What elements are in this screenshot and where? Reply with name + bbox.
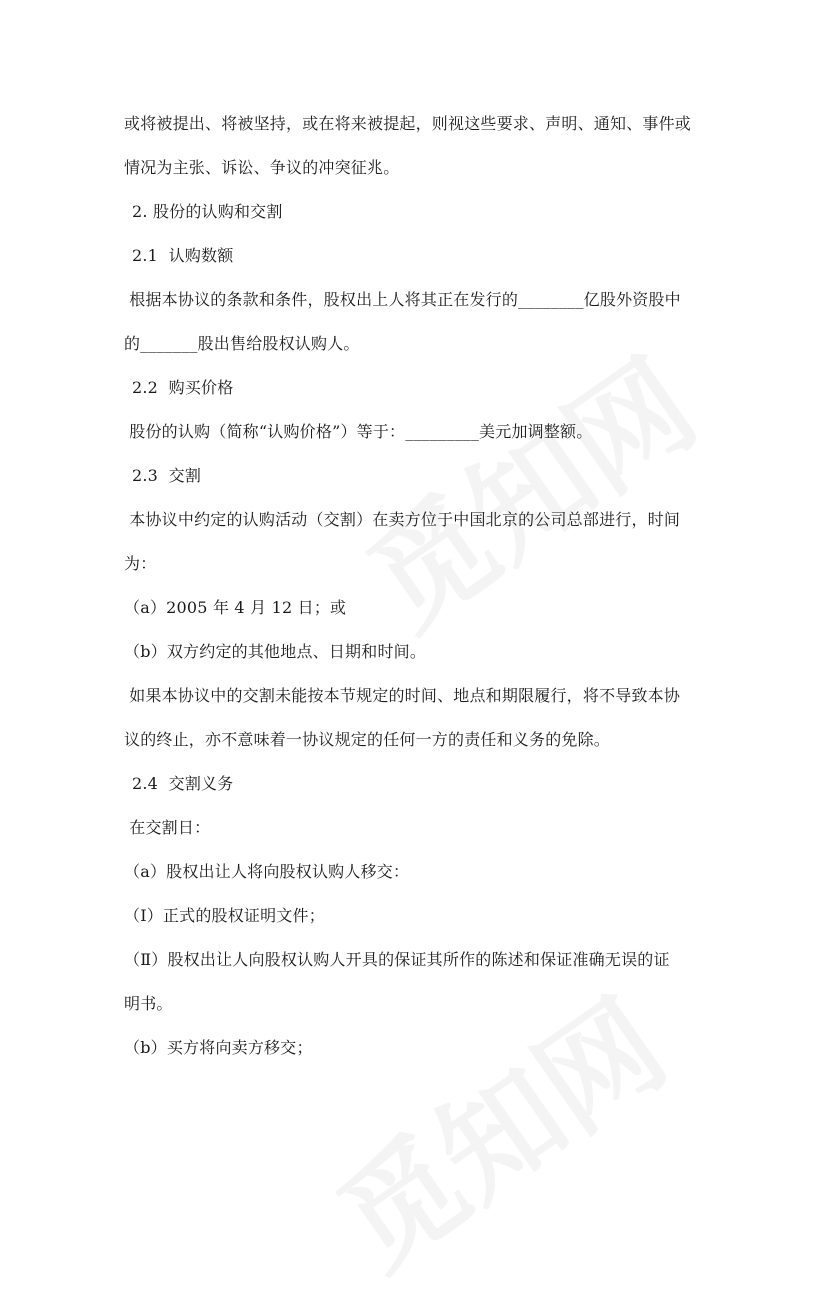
body-text-line: 股份的认购（简称“认购价格”）等于：_________美元加调整额。 [124, 422, 593, 441]
subsection-heading: 2.1 认购数额 [132, 246, 234, 265]
body-text-line: 明书。 [124, 994, 173, 1013]
subsection-heading: 2.4 交割义务 [132, 774, 234, 793]
subsection-heading: 2.2 购买价格 [132, 378, 234, 397]
body-text-line: 本协议中约定的认购活动（交割）在卖方位于中国北京的公司总部进行，时间 [124, 510, 681, 529]
body-text-line: 情况为主张、诉讼、争议的冲突征兆。 [124, 158, 400, 177]
watermark-text [330, 314, 724, 661]
body-text-line: 根据本协议的条款和条件，股权出上人将其正在发行的________亿股外资股中 [124, 290, 681, 309]
list-item: （b）双方约定的其他地点、日期和时间。 [124, 642, 427, 661]
body-text-line: 如果本协议中的交割未能按本节规定的时间、地点和期限履行，将不导致本协 [124, 686, 681, 705]
body-text-line: 或将被提出、将被坚持，或在将来被提起，则视这些要求、声明、通知、事件或 [124, 114, 692, 133]
body-text-line: 在交割日： [124, 818, 211, 837]
list-item: （a）股权出让人将向股权认购人移交： [124, 862, 410, 881]
body-text-line: 议的终止，亦不意味着一协议规定的任何一方的责任和义务的免除。 [124, 730, 611, 749]
body-text-line: 为： [124, 554, 157, 573]
watermark-text [300, 954, 694, 1301]
list-item: （Ⅰ）正式的股权证明文件； [124, 906, 325, 925]
body-text-line: 的_______股出售给股权认购人。 [124, 334, 360, 353]
subsection-heading: 2.3 交割 [132, 466, 202, 485]
list-item: （a）2005 年 4 月 12 日；或 [124, 598, 347, 617]
section-heading: 2. 股份的认购和交割 [132, 202, 283, 221]
list-item: （b）买方将向卖方移交； [124, 1038, 313, 1057]
list-item: （Ⅱ）股权出让人向股权认购人开具的保证其所作的陈述和保证准确无误的证 [124, 950, 670, 969]
